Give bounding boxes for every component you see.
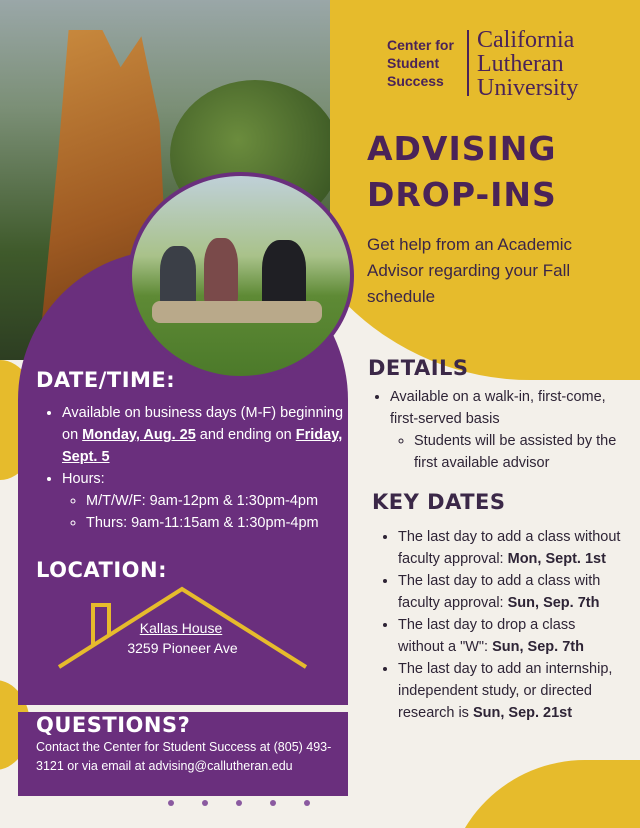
center-for-student-success-logo — [387, 36, 454, 90]
key-date-item: • The last day to add a class with faculty approval: Sun, Sep. 7th — [398, 570, 622, 614]
start-date: Monday, Aug. 25 — [82, 427, 196, 443]
logo-line: Student — [387, 55, 440, 71]
details-list — [368, 386, 628, 474]
title-line: ADVISING — [367, 129, 557, 168]
logo-line: Lutheran — [477, 51, 564, 77]
date-time-section — [36, 368, 346, 534]
subtitle: Get help from an Academic Advisor regarding your Fall schedule — [367, 235, 573, 306]
students-studying-photo — [128, 172, 354, 380]
student-figure — [204, 238, 238, 304]
location-address: 3259 Pioneer Ave — [127, 640, 238, 656]
key-dates-heading: KEY DATES — [372, 490, 506, 514]
gold-corner-shape — [445, 760, 640, 828]
location-name: Kallas House — [139, 620, 223, 636]
key-date-item: • The last day to add a class without faculty approval: Mon, Sept. 1st — [398, 526, 622, 570]
key-dates-section — [372, 490, 622, 724]
availability-item: • Available on business days (M-F) beginning on Monday, Aug. 25 and ending on Friday, Sept. 5 — [62, 402, 346, 468]
legs-and-books — [152, 301, 322, 323]
location-heading: LOCATION: — [36, 558, 167, 582]
key-dates-list — [372, 526, 622, 724]
student-figure — [262, 240, 306, 310]
end-date: Friday, Sept. 5 — [62, 427, 343, 465]
logo-line: Success — [387, 73, 444, 89]
details-item: • Available on a walk-in, first-come, first-served basis ◦ Students will be assisted by the first available advisor — [390, 386, 628, 474]
logo-line: Center for — [387, 37, 454, 53]
questions-heading: QUESTIONS? — [36, 713, 191, 737]
dot — [168, 800, 174, 806]
details-sub-item: ◦ Students will be assisted by the first available advisor — [414, 430, 628, 474]
page-title — [367, 126, 557, 218]
key-date-item: • The last day to drop a class without a "W": Sun, Sep. 7th — [398, 614, 622, 658]
date-time-heading: DATE/TIME: — [36, 368, 176, 392]
details-sub-list — [390, 430, 628, 474]
details-section — [368, 356, 628, 474]
student-figure — [160, 246, 196, 306]
hours-item: • Hours: ◦ M/T/W/F: 9am-12pm & 1:30pm-4pm ◦ Thurs: 9am-11:15am & 1:30pm-4pm — [62, 468, 346, 534]
title-line: DROP-INS — [367, 175, 557, 214]
details-heading: DETAILS — [368, 356, 469, 380]
decorative-dots — [168, 800, 310, 806]
questions-contact-text: Contact the Center for Student Success at (805) 493-3121 or via email at advising@callutheran.edu — [36, 740, 332, 773]
dot — [270, 800, 276, 806]
california-lutheran-university-logo — [477, 28, 578, 100]
dot — [304, 800, 310, 806]
dot — [202, 800, 208, 806]
dot — [236, 800, 242, 806]
logo-line: California — [477, 27, 575, 53]
date-time-list — [36, 402, 346, 534]
hours-line: ◦ Thurs: 9am-11:15am & 1:30pm-4pm — [86, 512, 346, 534]
logo-line: University — [477, 75, 579, 101]
hours-list — [62, 490, 346, 534]
logo-divider — [467, 30, 469, 96]
key-date-item: • The last day to add an internship, independent study, or directed research is Sun, Sep. 21st — [398, 658, 622, 724]
hours-line: ◦ M/T/W/F: 9am-12pm & 1:30pm-4pm — [86, 490, 346, 512]
